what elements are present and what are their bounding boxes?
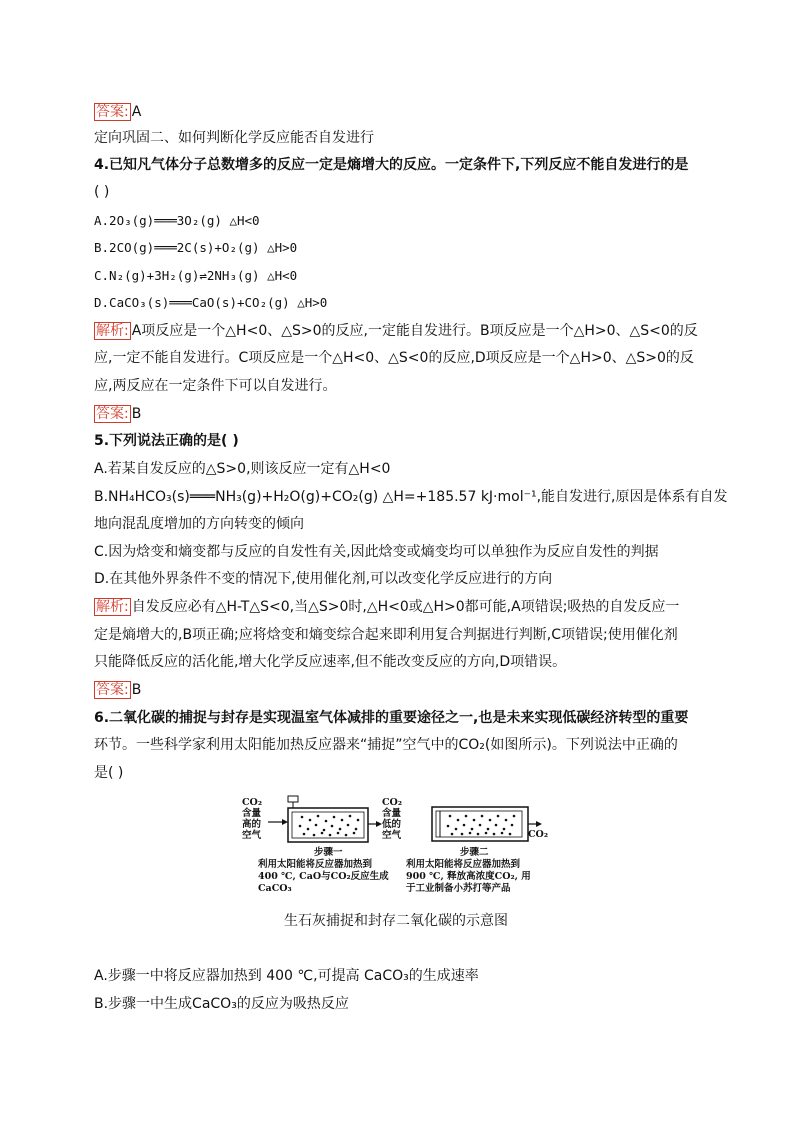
q5-option-b-line-2: 地向混乱度增加的方向转变的倾向 — [94, 516, 304, 532]
section-title: 定向巩固二、如何判断化学反应能否自发进行 — [94, 130, 374, 146]
piston-handle — [288, 796, 298, 802]
answer-label: 答案: — [96, 104, 129, 120]
q5-stem: 5.下列说法正确的是( ) — [94, 433, 239, 449]
q5-option-d: D.在其他外界条件不变的情况下,使用催化剂,可以改变化学反应进行的方向 — [94, 571, 553, 587]
q6-stem-line-2: 环节。一些科学家利用太阳能加热反应器来“捕捉”空气中的CO₂(如图所示)。下列说法中正确的 — [94, 737, 678, 753]
step-2-desc-1: 利用太阳能将反应器加热到 — [406, 859, 521, 870]
left-inlet-label-4: 空气 — [242, 830, 262, 841]
analysis-text: A项反应是一个△H<0、△S>0的反应,一定能自发进行。B项反应是一个△H>0、△S<0的反 — [131, 323, 698, 339]
q4-stem-line-2: ( ) — [94, 184, 110, 200]
figure-caption: 生石灰捕捉和封存二氧化碳的示意图 — [284, 913, 508, 929]
answer-value: B — [131, 406, 142, 422]
mid-outlet-label-2: 含量 — [382, 808, 402, 819]
answer-value: A — [131, 104, 142, 120]
analysis-label: 解析: — [96, 599, 129, 615]
analysis-text: 自发反应必有△H-T△S<0,当△S>0时,△H<0或△H>0都可能,A项错误;吸热的自发反应一 — [131, 599, 680, 615]
answer-label: 答案: — [96, 682, 129, 698]
co2-capture-diagram — [236, 793, 556, 898]
mid-outlet-label-3: 低的 — [382, 819, 402, 830]
step-1-reactor — [242, 796, 402, 894]
q5-option-b-line-1: B.NH₄HCO₃(s)═══NH₃(g)+H₂O(g)+CO₂(g) △H=+185.57 kJ·mol⁻¹,能自发进行,原因是体系有自发 — [94, 489, 728, 505]
q6-stem-line-3: 是( ) — [94, 765, 124, 781]
left-inlet-label-1: CO₂ — [242, 797, 262, 808]
left-inlet-label-2: 含量 — [242, 808, 262, 819]
inlet-arrow-head — [282, 819, 288, 825]
step-1-title: 步骤一 — [314, 847, 343, 858]
answer-label: 答案: — [96, 406, 129, 422]
q3-answer-line — [94, 102, 141, 122]
step-1-desc-2: 400 ℃, CaO与CO₂反应生成 — [258, 871, 389, 882]
q4-option-c: C.N₂(g)+3H₂(g)⇌2NH₃(g) △H<0 — [94, 268, 298, 283]
q4-analysis-line-2: 应,一定不能自发进行。C项反应是一个△H<0、△S<0的反应,D项反应是一个△H>0、△S>0的反 — [94, 350, 694, 366]
mid-outlet-label-1: CO₂ — [382, 797, 402, 808]
q6-stem-line-1: 6.二氧化碳的捕捉与封存是实现温室气体减排的重要途径之一,也是未来实现低碳经济转型的重要 — [94, 710, 689, 726]
step-1-desc-1: 利用太阳能将反应器加热到 — [258, 859, 373, 870]
step-2-reactor — [405, 807, 548, 894]
mid-outlet-label-4: 空气 — [382, 830, 402, 841]
q5-option-c: C.因为焓变和熵变都与反应的自发性有关,因此焓变或熵变均可以单独作为反应自发性的判据 — [94, 544, 659, 560]
answer-value: B — [131, 682, 142, 698]
q4-option-a: A.2O₃(g)═══3O₂(g) △H<0 — [94, 213, 260, 228]
q6-option-b: B.步骤一中生成CaCO₃的反应为吸热反应 — [94, 996, 349, 1012]
q5-analysis-line-2: 定是熵增大的,B项正确;应将焓变和熵变综合起来即利用复合判据进行判断,C项错误;使用催化剂 — [94, 627, 678, 643]
q4-analysis-line-3: 应,两反应在一定条件下可以自发进行。 — [94, 378, 337, 394]
q5-answer-line — [94, 680, 141, 700]
q4-stem-line-1: 4.已知凡气体分子总数增多的反应一定是熵增大的反应。一定条件下,下列反应不能自发进行的是 — [94, 157, 689, 173]
step-1-desc-3: CaCO₃ — [258, 883, 292, 894]
q5-analysis-line-1 — [94, 597, 679, 617]
q5-analysis-line-3: 只能降低反应的活化能,增大化学反应速率,但不能改变反应的方向,D项错误。 — [94, 654, 567, 670]
q4-answer-line — [94, 404, 141, 424]
q5-option-a: A.若某自发反应的△S>0,则该反应一定有△H<0 — [94, 461, 391, 477]
right-outlet-label: CO₂ — [528, 829, 548, 840]
analysis-label: 解析: — [96, 323, 129, 339]
step-2-desc-3: 于工业制备小苏打等产品 — [406, 883, 511, 894]
q4-option-d: D.CaCO₃(s)═══CaO(s)+CO₂(g) △H>0 — [94, 295, 328, 310]
q4-option-b: B.2CO(g)═══2C(s)+O₂(g) △H>0 — [94, 240, 298, 255]
q6-option-a: A.步骤一中将反应器加热到 400 ℃,可提高 CaCO₃的生成速率 — [94, 968, 479, 984]
q4-analysis-line-1 — [94, 321, 698, 341]
step-2-title: 步骤二 — [460, 847, 489, 858]
left-inlet-label-3: 高的 — [242, 819, 262, 830]
co2-outlet-arrow-head — [536, 821, 542, 827]
step-2-desc-2: 900 ℃, 释放高浓度CO₂, 用 — [406, 871, 531, 882]
